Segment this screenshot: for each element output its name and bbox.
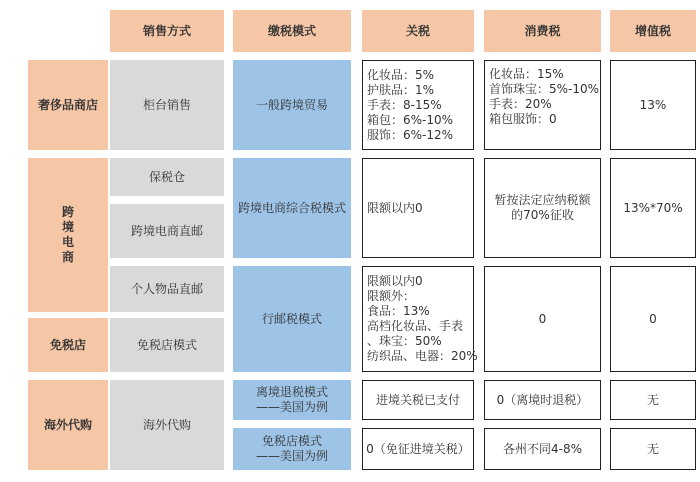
header-sales-method: 销售方式 [110, 10, 224, 52]
mode-general-trade: 一般跨境贸易 [233, 60, 351, 150]
tariff-postal [362, 266, 478, 372]
consumption-line: 化妆品：15% [489, 67, 564, 81]
tariff-line: 限额外： [367, 289, 416, 303]
consumption-line: 手表：20% [489, 97, 552, 111]
consumption-line: 箱包服饰：0 [489, 112, 557, 126]
tariff-line: 化妆品：5% [367, 67, 435, 82]
vat-refund: 无 [610, 380, 696, 420]
tariff-line: 食品：13% [367, 304, 430, 318]
mode-line: ——美国为例 [255, 449, 328, 463]
sales-bonded-warehouse: 保税仓 [110, 158, 224, 196]
sales-counter: 柜台销售 [110, 60, 224, 150]
tariff-ecommerce [362, 158, 474, 258]
group-luxury-store: 奢侈品商店 [28, 60, 108, 150]
tariff-line: 、珠宝：50% [367, 334, 442, 348]
sales-personal-direct-mail: 个人物品直邮 [110, 266, 224, 312]
mode-line: 免税店模式 [261, 434, 322, 448]
tariff-refund: 进境关税已支付 [362, 380, 474, 420]
group-char: 境 [61, 220, 74, 234]
consumption-line: 的70%征收 [511, 208, 574, 222]
consumption-postal: 0 [484, 266, 601, 372]
consumption-line: 暂按法定应纳税额 [494, 193, 591, 207]
sales-ecommerce-direct-mail: 跨境电商直邮 [110, 204, 224, 258]
group-duty-free: 免税店 [28, 318, 108, 372]
group-char: 跨 [61, 205, 74, 219]
tariff-line: 纺织品、电器：20% [367, 349, 478, 363]
group-overseas-purchase: 海外代购 [28, 380, 108, 470]
group-char: 商 [61, 250, 74, 264]
vat-luxury: 13% [610, 60, 696, 150]
consumption-refund: 0（离境时退税） [484, 380, 601, 420]
tariff-line: 箱包：6%-10% [367, 112, 454, 127]
mode-line: 离境退税模式 [255, 385, 328, 399]
group-char: 电 [61, 235, 74, 249]
consumption-duty-free: 各州不同4-8% [484, 428, 601, 470]
tariff-line: 限额以内0 [367, 200, 423, 215]
tariff-line: 高档化妆品、手表 [367, 319, 464, 333]
vat-duty-free: 无 [610, 428, 696, 470]
tariff-line: 限额以内0 [367, 274, 423, 288]
tariff-luxury [362, 60, 474, 150]
tariff-duty-free: 0（免征进境关税） [362, 428, 474, 470]
mode-duty-free-us [233, 428, 351, 470]
mode-ecommerce-comprehensive: 跨境电商综合税模式 [233, 158, 351, 258]
tariff-line: 手表：8-15% [367, 97, 442, 112]
tariff-line: 护肤品：1% [367, 82, 435, 97]
vat-postal: 0 [610, 266, 696, 372]
consumption-luxury [484, 60, 601, 150]
sales-duty-free-mode: 免税店模式 [110, 318, 224, 372]
consumption-line: 首饰珠宝：5%-10% [489, 82, 600, 96]
vat-ecommerce: 13%*70% [610, 158, 696, 258]
header-vat: 增值税 [610, 10, 696, 52]
consumption-ecommerce [484, 158, 601, 258]
header-tax-mode: 缴税模式 [233, 10, 351, 52]
mode-departure-refund [233, 380, 351, 420]
mode-postal-tax: 行邮税模式 [233, 266, 351, 372]
sales-overseas-purchase: 海外代购 [110, 380, 224, 470]
header-consumption-tax: 消费税 [484, 10, 601, 52]
mode-line: ——美国为例 [255, 400, 328, 414]
header-tariff: 关税 [362, 10, 474, 52]
group-cross-border-ecommerce [28, 158, 108, 312]
tariff-line: 服饰：6%-12% [367, 127, 454, 142]
